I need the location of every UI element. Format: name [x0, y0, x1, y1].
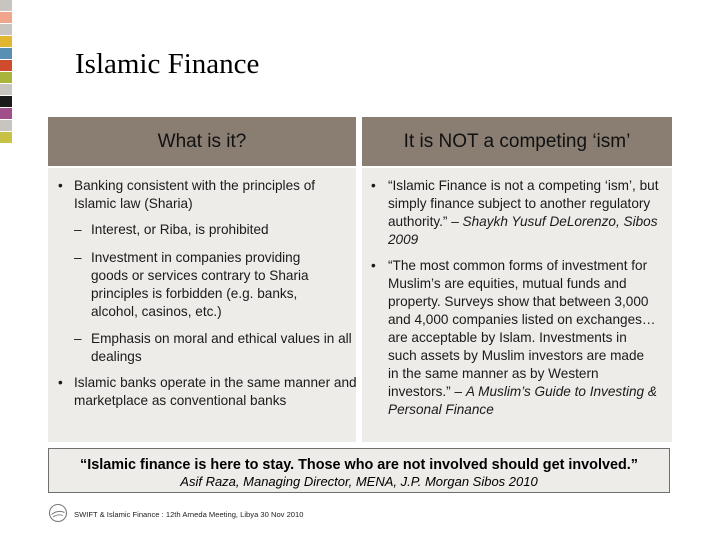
dash-glyph: – — [74, 331, 82, 346]
stripe-1 — [0, 0, 12, 11]
stripe-5 — [0, 48, 12, 59]
featured-quote: “Islamic finance is here to stay. Those who are not involved should get involved.” — [80, 457, 638, 473]
left-column-body — [48, 168, 356, 442]
bullet-glyph: • — [371, 178, 376, 193]
stripe-3 — [0, 24, 12, 35]
right-quote-source: Shaykh Yusuf DeLorenzo, Sibos 2009 — [388, 214, 658, 247]
left-subitem — [74, 221, 359, 239]
stripe-12 — [0, 132, 12, 143]
stripe-2 — [0, 12, 12, 23]
stripe-8 — [0, 84, 12, 95]
featured-quote-attribution: Asif Raza, Managing Director, MENA, J.P. Morgan Sibos 2010 — [180, 474, 538, 489]
stripe-9 — [0, 96, 12, 107]
stripe-11 — [0, 120, 12, 131]
bullet-glyph: • — [58, 178, 63, 193]
color-stripes — [0, 0, 12, 144]
swift-logo-icon — [48, 503, 68, 523]
left-item-text: Banking consistent with the principles of Islamic law (Sharia) — [74, 178, 316, 211]
dash-glyph: – — [74, 222, 82, 237]
stripe-6 — [0, 60, 12, 71]
dash-glyph: – — [74, 250, 82, 265]
left-item-text: Islamic banks operate in the same manner and marketplace as conventional banks — [74, 375, 357, 408]
featured-quote-box — [48, 448, 670, 493]
left-bullet-item — [58, 177, 359, 213]
right-quote-source: A Muslim’s Guide to Investing & Personal Finance — [388, 384, 657, 417]
right-column-header: It is NOT a competing ‘ism’ — [362, 117, 672, 166]
left-subitem — [74, 330, 359, 366]
right-quote-item — [371, 177, 678, 249]
left-column-header: What is it? — [48, 117, 356, 166]
footer-text: SWIFT & Islamic Finance : 12th Arneda Meeting, Libya 30 Nov 2010 — [74, 510, 304, 519]
left-item-text: Emphasis on moral and ethical values in all dealings — [91, 331, 352, 364]
stripe-4 — [0, 36, 12, 47]
slide-title: Islamic Finance — [75, 48, 260, 80]
right-column-body — [362, 168, 672, 442]
left-item-text: Investment in companies providing goods or services contrary to Sharia principles is forbidden (e.g. banks, alcohol, casinos, etc.) — [91, 250, 309, 319]
bullet-glyph: • — [58, 375, 63, 390]
left-bullet-item — [58, 374, 359, 410]
right-quote-text: “Islamic Finance is not a competing ‘ism’, but simply finance subject to another regulatory authority.” – — [388, 178, 659, 229]
right-quote-text: “The most common forms of investment for Muslim’s are equities, mutual funds and property. Surveys show that between 3,000 and 4,000 companies listed on exchanges…are acceptable by Islam. Investments in such assets by Muslim investors are made in the same manner as by Western investors.” – — [388, 258, 656, 399]
left-item-text: Interest, or Riba, is prohibited — [91, 222, 269, 237]
right-quote-item — [371, 257, 658, 419]
left-subitem — [74, 249, 329, 321]
stripe-10 — [0, 108, 12, 119]
bullet-glyph: • — [371, 258, 376, 273]
stripe-7 — [0, 72, 12, 83]
